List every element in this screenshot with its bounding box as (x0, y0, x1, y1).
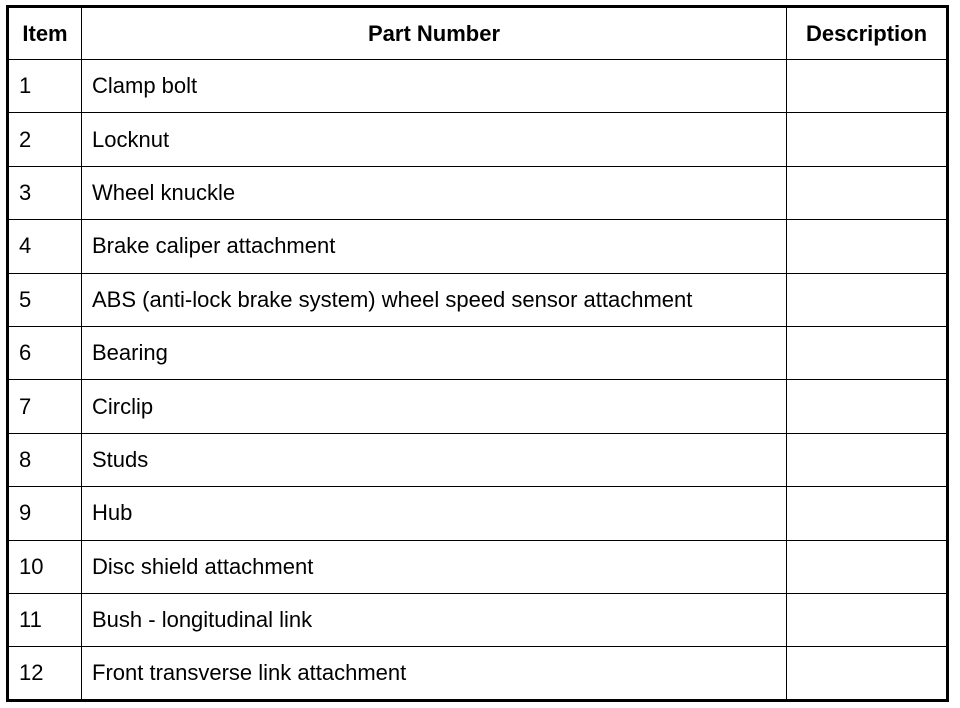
cell-item: 10 (8, 540, 82, 593)
cell-description (787, 380, 948, 433)
cell-description (787, 487, 948, 540)
cell-item: 8 (8, 433, 82, 486)
cell-description (787, 166, 948, 219)
cell-description (787, 220, 948, 273)
cell-item: 5 (8, 273, 82, 326)
table-row (8, 60, 948, 113)
cell-part-number: Studs (82, 433, 787, 486)
cell-part-number: Bush - longitudinal link (82, 594, 787, 647)
cell-item: 4 (8, 220, 82, 273)
cell-item: 9 (8, 487, 82, 540)
table-row (8, 647, 948, 701)
cell-part-number: Disc shield attachment (82, 540, 787, 593)
table-row (8, 433, 948, 486)
table-row (8, 540, 948, 593)
table-header-row (8, 7, 948, 60)
table-row (8, 327, 948, 380)
column-header-description: Description (787, 7, 948, 60)
cell-item: 11 (8, 594, 82, 647)
cell-description (787, 113, 948, 166)
cell-part-number: Front transverse link attachment (82, 647, 787, 701)
cell-part-number: Hub (82, 487, 787, 540)
cell-part-number: Bearing (82, 327, 787, 380)
cell-item: 7 (8, 380, 82, 433)
table-row (8, 113, 948, 166)
column-header-item: Item (8, 7, 82, 60)
cell-description (787, 60, 948, 113)
cell-part-number: Clamp bolt (82, 60, 787, 113)
cell-part-number: Brake caliper attachment (82, 220, 787, 273)
parts-table (6, 5, 949, 702)
table-row (8, 166, 948, 219)
cell-item: 12 (8, 647, 82, 701)
cell-item: 6 (8, 327, 82, 380)
cell-item: 1 (8, 60, 82, 113)
table-row (8, 487, 948, 540)
cell-part-number: ABS (anti-lock brake system) wheel speed sensor attachment (82, 273, 787, 326)
cell-description (787, 540, 948, 593)
cell-description (787, 327, 948, 380)
cell-part-number: Wheel knuckle (82, 166, 787, 219)
cell-description (787, 433, 948, 486)
cell-part-number: Circlip (82, 380, 787, 433)
table-row (8, 220, 948, 273)
cell-description (787, 594, 948, 647)
column-header-part-number: Part Number (82, 7, 787, 60)
cell-description (787, 273, 948, 326)
table-row (8, 273, 948, 326)
table-row (8, 594, 948, 647)
table-row (8, 380, 948, 433)
cell-item: 2 (8, 113, 82, 166)
cell-part-number: Locknut (82, 113, 787, 166)
cell-item: 3 (8, 166, 82, 219)
cell-description (787, 647, 948, 701)
